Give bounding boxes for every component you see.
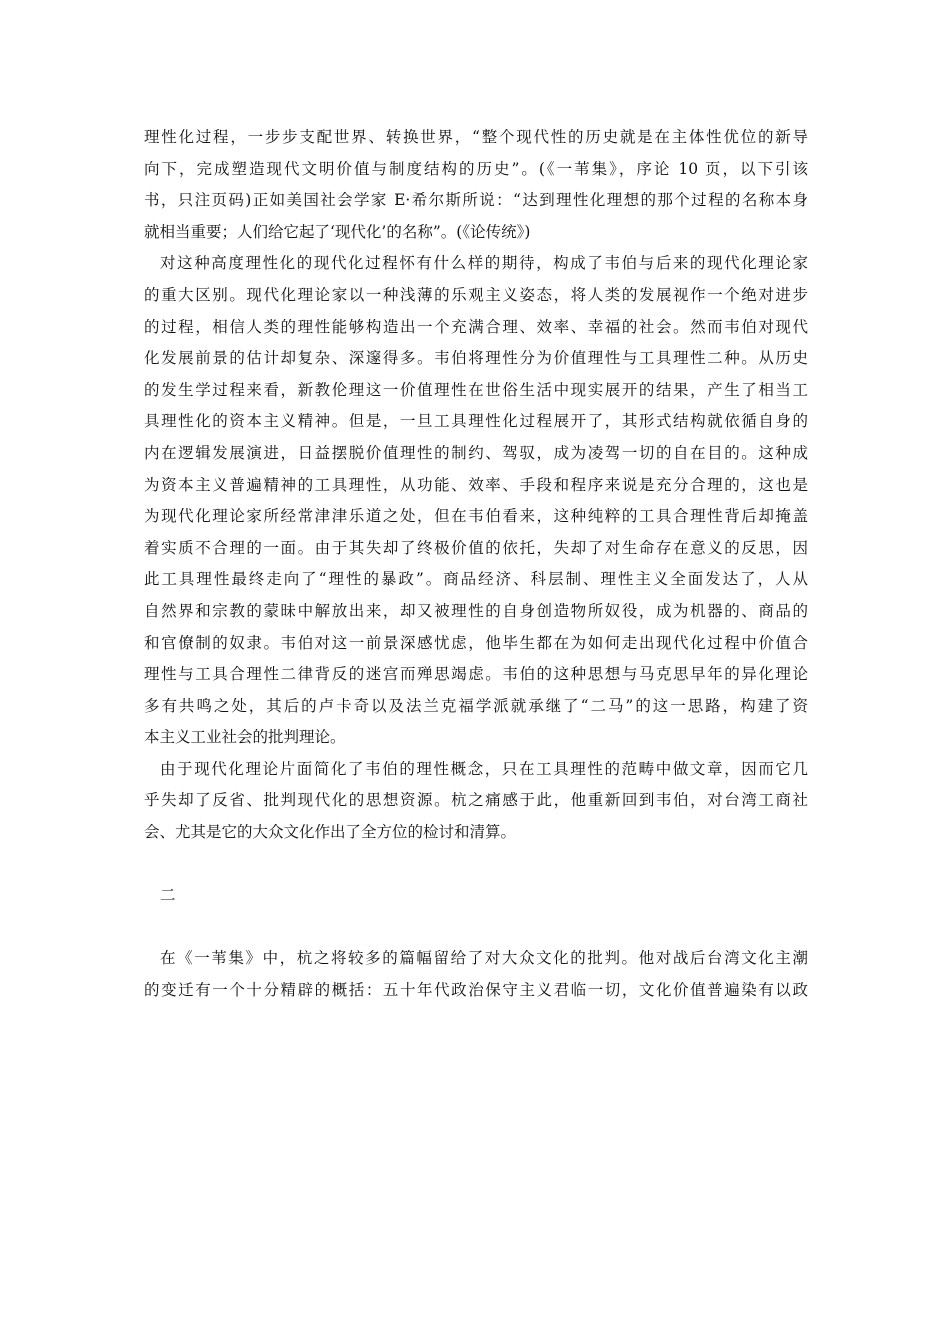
paragraph-line: 理性化过程，一步步支配世界、转换世界，“整个现代性的历史就是在主体性优位的新导 (144, 128, 808, 146)
paragraph-line: 着实质不合理的一面。由于其失却了终极价值的依托，失却了对生命存在意义的反思，因 (144, 538, 808, 557)
paragraph-line: 会、尤其是它的大众文化作出了全方位的检讨和清算。 (144, 823, 517, 842)
paragraph-line: 向下，完成塑造现代文明价值与制度结构的历史”。(《一苇集》，序论 10 页，以下引该 (144, 159, 808, 178)
paragraph-line: 具理性化的资本主义精神。但是，一旦工具理性化过程展开了，其形式结构就依循自身的 (144, 412, 808, 431)
document-page (144, 122, 808, 1007)
paragraph-4 (144, 943, 808, 1006)
paragraph-line: 内在逻辑发展演进，日益摆脱价值理性的制约、驾驭，成为凌驾一切的自在目的。这种成 (144, 443, 808, 462)
paragraph-line: 自然界和宗教的蒙昧中解放出来，却又被理性的自身创造物所奴役，成为机器的、商品的 (144, 601, 808, 620)
paragraph-line: 的过程，相信人类的理性能够构造出一个充满合理、效率、幸福的社会。然而韦伯对现代 (144, 317, 808, 336)
paragraph-line: 化发展前景的估计却复杂、深邃得多。韦伯将理性分为价值理性与工具理性二种。从历史 (144, 349, 808, 368)
paragraph-line: 为资本主义普遍精神的工具理性，从功能、效率、手段和程序来说是充分合理的，这也是 (144, 475, 808, 494)
paragraph-1 (144, 122, 808, 248)
paragraph-3 (144, 754, 808, 849)
paragraph-line: 和官僚制的奴隶。韦伯对这一前景深感忧虑，他毕生都在为如何走出现代化过程中价值合 (144, 633, 808, 652)
paragraph-line: 的变迁有一个十分精辟的概括：五十年代政治保守主义君临一切，文化价值普遍染有以政 (144, 981, 808, 1000)
paragraph-line: 就相当重要；人们给它起了‘现代化’的名称”。(《论传统》) (144, 222, 531, 241)
paragraph-2 (144, 248, 808, 754)
section-heading: 二 (160, 886, 176, 905)
paragraph-line: 乎失却了反省、批判现代化的思想资源。杭之痛感于此，他重新回到韦伯，对台湾工商社 (144, 791, 808, 810)
paragraph-line: 本主义工业社会的批判理论。 (144, 728, 346, 747)
paragraph-line: 为现代化理论家所经常津津乐道之处，但在韦伯看来，这种纯粹的工具合理性背后却掩盖 (144, 507, 808, 526)
paragraph-line: 在《一苇集》中，杭之将较多的篇幅留给了对大众文化的批判。他对战后台湾文化主潮 (160, 949, 808, 968)
paragraph-line: 的重大区别。现代化理论家以一种浅薄的乐观主义姿态，将人类的发展视作一个绝对进步 (144, 285, 808, 304)
paragraph-line: 对这种高度理性化的现代化过程怀有什么样的期待，构成了韦伯与后来的现代化理论家 (160, 254, 808, 273)
paragraph-line: 此工具理性最终走向了“理性的暴政”。商品经济、科层制、理性主义全面发达了，人从 (144, 570, 808, 589)
paragraph-line: 理性与工具合理性二律背反的迷宫而殚思竭虑。韦伯的这种思想与马克思早年的异化理论 (144, 665, 808, 684)
paragraph-line: 多有共鸣之处，其后的卢卡奇以及法兰克福学派就承继了“二马”的这一思路，构建了资 (144, 696, 808, 715)
paragraph-line: 的发生学过程来看，新教伦理这一价值理性在世俗生活中现实展开的结果，产生了相当工 (144, 380, 808, 399)
paragraph-line: 书，只注页码)正如美国社会学家 E·希尔斯所说：“达到理性化理想的那个过程的名称本身 (144, 191, 808, 210)
paragraph-line: 由于现代化理论片面简化了韦伯的理性概念，只在工具理性的范畴中做文章，因而它几 (160, 759, 808, 778)
